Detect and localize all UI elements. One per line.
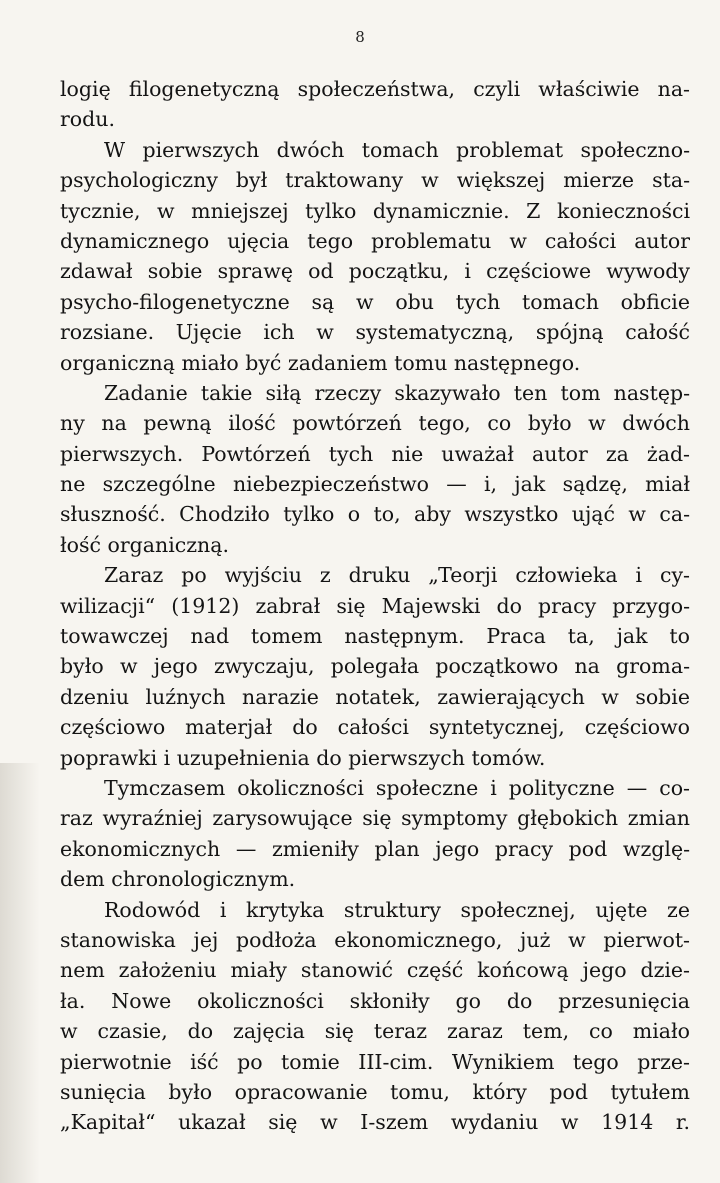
- text-line: raz wyraźniej zarysowujące się symptomy głębokich zmian: [60, 806, 690, 831]
- text-line: Zaraz po wyjściu z druku „Teorji człowieka i cy-: [104, 563, 690, 588]
- text-line: Zadanie takie siłą rzeczy skazywało ten tom następ-: [104, 380, 690, 405]
- text-line: psycho-filogenetyczne są w obu tych tomach obficie: [60, 289, 690, 314]
- text-line: Tymczasem okoliczności społeczne i polityczne — co-: [104, 775, 690, 800]
- text-line: dzeniu luźnych narazie notatek, zawierających w sobie: [60, 684, 690, 709]
- text-line: rozsiane. Ujęcie ich w systematyczną, spójną całość: [60, 320, 690, 345]
- text-line: „Kapitał“ ukazał się w I-szem wydaniu w 1914 r.: [60, 1110, 690, 1135]
- text-line: ekonomicznych — zmieniły plan jego pracy pod wzglę-: [60, 836, 690, 861]
- page-edge-shadow: [0, 763, 40, 1183]
- text-line: pierwszych. Powtórzeń tych nie uważał autor za żad-: [60, 441, 690, 466]
- text-line: zdawał sobie sprawę od początku, i częściowe wywody: [60, 259, 690, 284]
- text-line: Rodowód i krytyka struktury społecznej, ujęte ze: [104, 897, 690, 922]
- text-line: dynamicznego ujęcia tego problematu w całości autor: [60, 228, 690, 253]
- text-line: słuszność. Chodziło tylko o to, aby wszystko ująć w ca-: [60, 502, 690, 527]
- text-line: psychologiczny był traktowany w większej mierze sta-: [60, 168, 690, 193]
- text-line: towawczej nad tomem następnym. Praca ta, jak to: [60, 624, 690, 649]
- text-line: dem chronologicznym.: [60, 867, 296, 892]
- text-line: łość organiczną.: [60, 532, 229, 557]
- text-line: stanowiska jej podłoża ekonomicznego, już w pierwot-: [60, 927, 690, 952]
- text-line: organiczną miało być zadaniem tomu następnego.: [60, 350, 581, 375]
- text-line: nem założeniu miały stanowić część końcową jego dzie-: [60, 958, 690, 983]
- text-line: sunięcia było opracowanie tomu, który pod tytułem: [60, 1079, 690, 1104]
- text-line: pierwotnie iść po tomie III-cim. Wynikiem tego prze-: [60, 1049, 690, 1074]
- text-line: logię filogenetyczną społeczeństwa, czyli właściwie na-: [60, 77, 690, 101]
- text-line: rodu.: [60, 107, 115, 132]
- body-text: [60, 74, 690, 1138]
- text-line: poprawki i uzupełnienia do pierwszych tomów.: [60, 745, 546, 770]
- text-line: w czasie, do zajęcia się teraz zaraz tem, co miało: [60, 1019, 690, 1044]
- text-line: częściowo materjał do całości syntetycznej, częściowo: [60, 715, 690, 740]
- text-line: tycznie, w mniejszej tylko dynamicznie. Z konieczności: [60, 198, 690, 223]
- text-line: ła. Nowe okoliczności skłoniły go do przesunięcia: [60, 988, 690, 1013]
- text-line: wilizacji“ (1912) zabrał się Majewski do pracy przygo-: [60, 593, 690, 618]
- page-number: 8: [355, 28, 365, 46]
- text-line: W pierwszych dwóch tomach problemat społeczno-: [104, 137, 690, 162]
- text-line: ne szczególne niebezpieczeństwo — i, jak sądzę, miał: [60, 472, 690, 497]
- text-line: ny na pewną ilość powtórzeń tego, co było w dwóch: [60, 411, 690, 436]
- text-line: było w jego zwyczaju, polegała początkowo na groma-: [60, 654, 690, 679]
